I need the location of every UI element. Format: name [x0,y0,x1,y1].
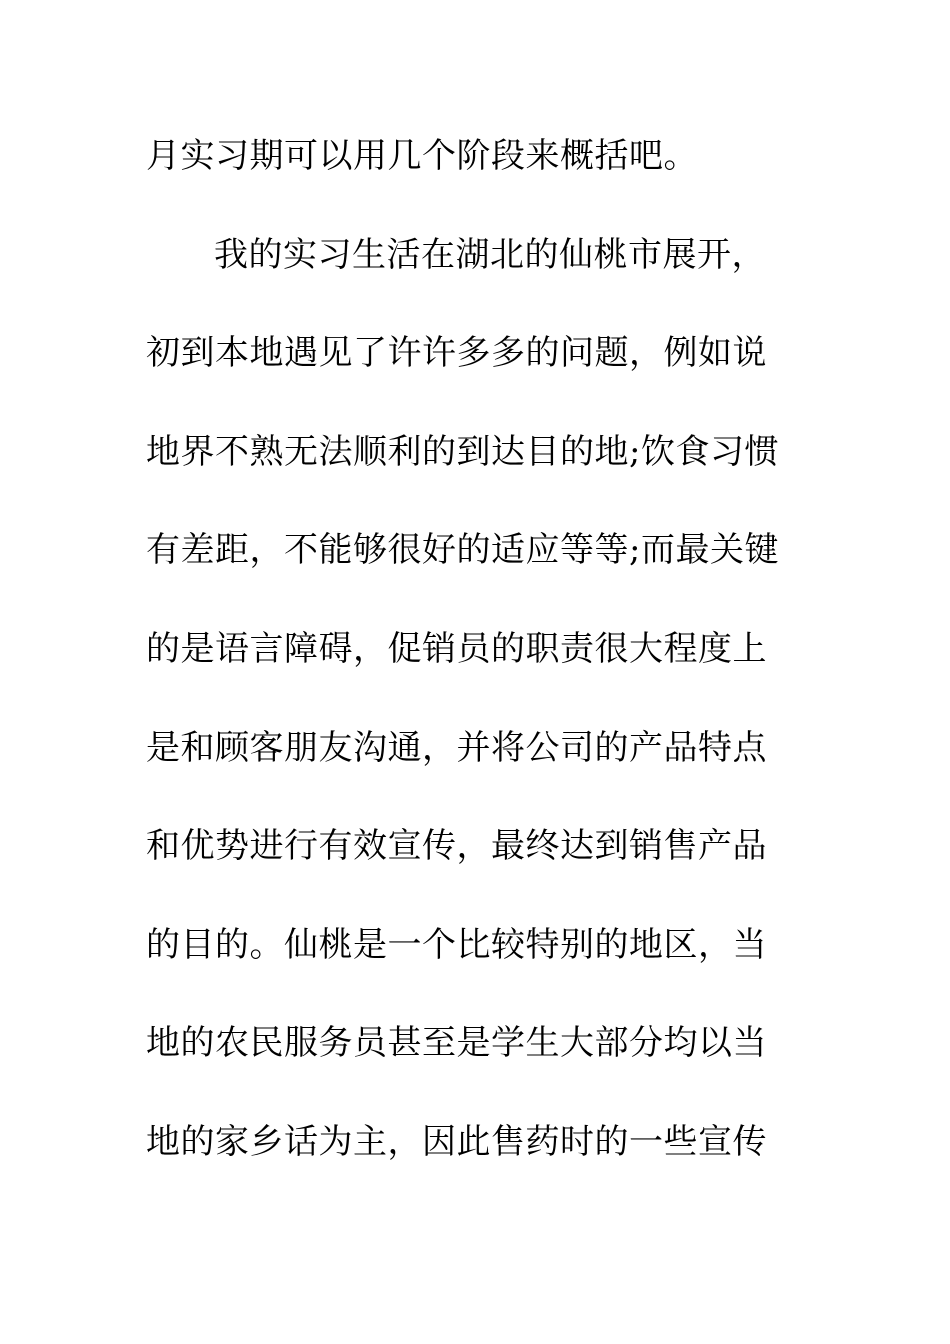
text-line-4: 地界不熟无法顺利的到达目的地;饮食习惯 [146,431,779,472]
body-text [146,126,806,1211]
text-line-1: 月实习期可以用几个阶段来概括吧。 [146,136,698,176]
text-line-9: 的目的。仙桃是一个比较特别的地区，当 [146,924,767,965]
text-line-8: 和优势进行有效宣传，最终达到销售产品 [146,826,767,867]
text-line-3: 初到本地遇见了许许多多的问题，例如说 [146,333,767,374]
text-line-11: 地的家乡话为主，因此售药时的一些宣传 [146,1121,767,1162]
text-line-7: 是和顾客朋友沟通，并将公司的产品特点 [146,727,767,768]
paragraph-start-line: 我的实习生活在湖北的仙桃市展开， [214,234,766,275]
text-line-5: 有差距，不能够很好的适应等等;而最关键 [146,530,779,571]
text-line-6: 的是语言障碍，促销员的职责很大程度上 [146,628,767,669]
text-line-10: 地的农民服务员甚至是学生大部分均以当 [146,1023,767,1064]
